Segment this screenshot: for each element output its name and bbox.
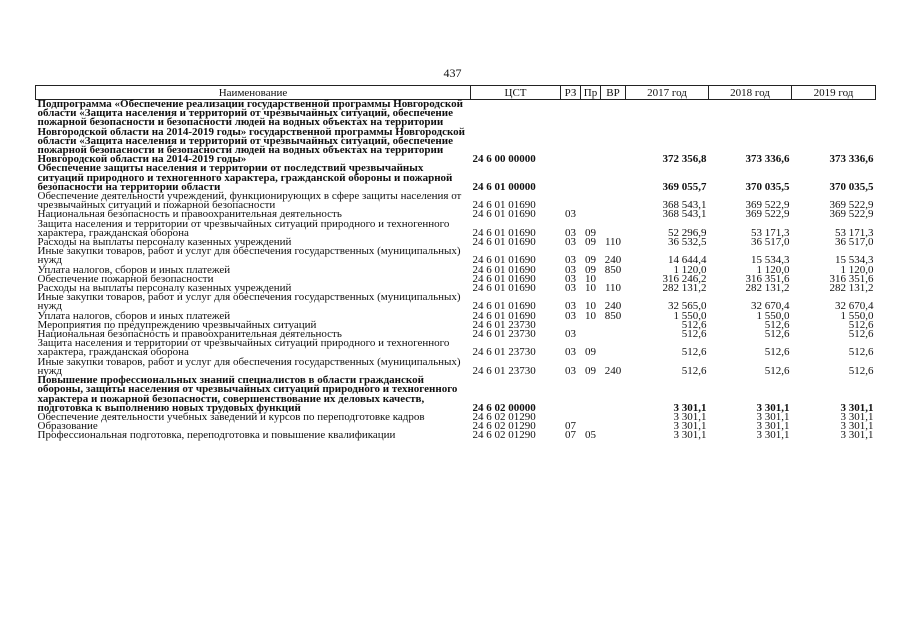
row-2017: 32 565,0	[668, 300, 707, 313]
row-rz	[561, 100, 581, 165]
row-2018: 36 517,0	[751, 236, 790, 249]
row-name: Обеспечение защиты населения и территории от последствий чрезвычайных ситуаций природного и техногенного характера, гражданской обороны и пожарной безопасности на территории области	[37, 162, 453, 193]
table-row	[36, 247, 876, 265]
header-2017: 2017 год	[626, 86, 709, 100]
row-name: Повышение профессиональных знаний специалистов в области гражданской обороны, защиты населения от чрезвычайных ситуаций природного и техногенного характера и пожарной безопасности, совершенствование их деловых качеств, подготовка к выполнению новых трудовых функций	[37, 374, 458, 414]
row-pr: 05	[585, 429, 596, 442]
row-name: Образование	[37, 420, 98, 433]
row-pr	[581, 192, 601, 210]
row-vr: 110	[604, 236, 622, 249]
row-cst: 24 6 01 01690	[472, 236, 536, 249]
row-2017: 3 301,1	[673, 420, 707, 433]
row-name: Обеспечение деятельности учебных заведений и курсов по переподготовке кадров	[37, 410, 425, 423]
header-2018: 2018 год	[709, 86, 792, 100]
row-name: Национальная безопасность и правоохранительная деятельность	[37, 208, 342, 221]
row-vr	[601, 376, 626, 413]
row-rz: 03	[565, 282, 576, 295]
header-pr: Пр	[581, 86, 601, 100]
row-name: Расходы на выплаты персоналу казенных учреждений	[37, 282, 292, 295]
row-name: Уплата налогов, сборов и иных платежей	[37, 309, 231, 322]
row-vr	[601, 330, 626, 339]
row-2018: 512,6	[764, 364, 790, 377]
row-2019: 53 171,3	[835, 226, 874, 239]
row-2018: 512,6	[764, 328, 790, 341]
table-row	[36, 293, 876, 311]
table-row	[36, 339, 876, 357]
row-rz: 03	[565, 226, 576, 239]
row-2018: 512,6	[764, 346, 790, 359]
table-row	[36, 413, 876, 422]
row-cst: 24 6 01 01690	[472, 300, 536, 313]
row-2017: 3 301,1	[673, 410, 707, 423]
row-2018: 369 522,9	[745, 199, 790, 212]
row-pr: 09	[585, 236, 596, 249]
row-2018: 3 301,1	[756, 429, 790, 442]
row-2019: 1 120,0	[840, 263, 874, 276]
page-number: 437	[443, 66, 462, 80]
row-2018: 15 534,3	[751, 254, 790, 267]
row-rz: 03	[565, 272, 576, 285]
row-2017: 3 301,1	[673, 429, 707, 442]
row-cst: 24 6 01 23730	[472, 318, 536, 331]
row-2017: 512,6	[681, 318, 707, 331]
row-pr: 09	[585, 263, 596, 276]
row-2018: 369 522,9	[745, 208, 790, 221]
row-rz: 03	[565, 254, 576, 267]
row-2019: 370 035,5	[829, 180, 874, 193]
row-cst: 24 6 01 01690	[472, 254, 536, 267]
row-rz: 03	[565, 300, 576, 313]
header-name: Наименование	[36, 86, 471, 100]
row-vr	[601, 210, 626, 219]
row-pr	[581, 376, 601, 413]
row-pr	[581, 413, 601, 422]
row-2019: 373 336,6	[829, 153, 874, 166]
row-name: Защита населения и территории от чрезвычайных ситуаций природного и техногенного характера, гражданская оборона	[37, 337, 450, 359]
row-pr	[581, 330, 601, 339]
row-name: Подпрограмма «Обеспечение реализации государственной программы Новгородской области «Защита населения и территорий от чрезвычайных ситуаций, обеспечение пожарной безопасности и безопасности людей на водных объектах на территории Новгородской области на 2014-2019 годы» государственной программы Новгородской области «Защита населения и территорий от чрезвычайных ситуаций, обеспечение пожарной безопасности и безопасности людей на водных объектах на территории Новгородской области на 2014-2019 годы»	[37, 98, 465, 166]
row-rz: 03	[565, 236, 576, 249]
row-2017: 52 296,9	[668, 226, 707, 239]
row-pr	[581, 210, 601, 219]
row-rz: 07	[565, 429, 576, 442]
row-2017: 512,6	[681, 328, 707, 341]
row-name: Иные закупки товаров, работ и услуг для обеспечения государственных (муниципальных) нужд	[37, 355, 461, 377]
row-rz: 03	[565, 346, 576, 359]
row-pr: 10	[585, 309, 596, 322]
row-2017: 512,6	[681, 364, 707, 377]
row-name: Национальная безопасность и правоохранительная деятельность	[37, 328, 342, 341]
budget-table	[35, 85, 876, 441]
row-pr: 09	[585, 226, 596, 239]
row-rz	[561, 164, 581, 192]
table-row	[36, 164, 876, 192]
row-2018: 3 301,1	[756, 401, 790, 414]
row-2018: 282 131,2	[745, 282, 790, 295]
row-cst: 24 6 01 23730	[472, 346, 536, 359]
row-cst: 24 6 02 01290	[472, 410, 536, 423]
row-cst: 24 6 01 23730	[472, 328, 536, 341]
row-vr	[601, 100, 626, 165]
row-2019: 316 351,6	[829, 272, 874, 285]
row-vr	[601, 422, 626, 431]
row-cst: 24 6 01 01690	[472, 263, 536, 276]
table-row	[36, 100, 876, 165]
row-name: Иные закупки товаров, работ и услуг для обеспечения государственных (муниципальных) нужд	[37, 291, 461, 313]
table-row	[36, 431, 876, 440]
row-2019: 3 301,1	[840, 401, 874, 414]
row-2019: 512,6	[848, 328, 874, 341]
row-2017: 36 532,5	[668, 236, 707, 249]
row-rz: 03	[565, 328, 576, 341]
row-vr	[601, 321, 626, 330]
row-2017: 369 055,7	[662, 180, 707, 193]
row-cst: 24 6 01 01690	[472, 282, 536, 295]
row-vr: 850	[604, 263, 622, 276]
row-pr: 09	[585, 364, 596, 377]
row-rz: 03	[565, 309, 576, 322]
row-name: Профессиональная подготовка, переподготовка и повышение квалификации	[37, 429, 396, 442]
row-2018: 316 351,6	[745, 272, 790, 285]
row-rz: 03	[565, 263, 576, 276]
row-vr: 850	[604, 309, 622, 322]
row-pr: 09	[585, 254, 596, 267]
row-rz: 07	[565, 420, 576, 433]
row-vr	[601, 164, 626, 192]
row-vr: 110	[604, 282, 622, 295]
row-2019: 3 301,1	[840, 410, 874, 423]
row-2019: 282 131,2	[829, 282, 874, 295]
row-pr: 09	[585, 346, 596, 359]
row-vr: 240	[604, 254, 622, 267]
row-cst: 24 6 02 01290	[472, 429, 536, 442]
row-cst: 24 6 01 01690	[472, 226, 536, 239]
row-rz	[561, 376, 581, 413]
row-vr	[601, 431, 626, 440]
row-pr: 10	[585, 300, 596, 313]
row-2019: 512,6	[848, 364, 874, 377]
row-2017: 3 301,1	[673, 401, 707, 414]
table-body	[36, 100, 876, 441]
row-name: Мероприятия по предупреждению чрезвычайных ситуаций	[37, 318, 317, 331]
row-2019: 32 670,4	[835, 300, 874, 313]
row-rz: 03	[565, 208, 576, 221]
row-pr: 10	[585, 272, 596, 285]
row-2018: 373 336,6	[745, 153, 790, 166]
row-2019: 3 301,1	[840, 420, 874, 433]
row-name: Расходы на выплаты персоналу казенных учреждений	[37, 236, 292, 249]
row-rz: 03	[565, 364, 576, 377]
row-2018: 370 035,5	[745, 180, 790, 193]
row-2017: 512,6	[681, 346, 707, 359]
row-cst: 24 6 01 00000	[472, 180, 536, 193]
row-2018: 32 670,4	[751, 300, 790, 313]
row-cst: 24 6 01 23730	[472, 364, 536, 377]
row-2019: 36 517,0	[835, 236, 874, 249]
header-vr: ВР	[601, 86, 626, 100]
row-2018: 512,6	[764, 318, 790, 331]
row-2017: 1 120,0	[673, 263, 707, 276]
row-name: Защита населения и территории от чрезвычайных ситуаций природного и техногенного характера, гражданская оборона	[37, 217, 450, 239]
row-2019: 512,6	[848, 318, 874, 331]
row-cst: 24 6 02 00000	[472, 401, 536, 414]
row-2017: 1 550,0	[673, 309, 707, 322]
row-2019: 15 534,3	[835, 254, 874, 267]
row-2017: 372 356,8	[662, 153, 707, 166]
row-cst: 24 6 00 00000	[472, 153, 536, 166]
row-2019: 369 522,9	[829, 208, 874, 221]
row-2019: 3 301,1	[840, 429, 874, 442]
row-vr	[601, 339, 626, 357]
row-2017: 368 543,1	[662, 199, 707, 212]
row-pr	[581, 321, 601, 330]
row-cst: 24 6 02 01290	[472, 420, 536, 433]
header-cst: ЦСТ	[471, 86, 561, 100]
row-cst: 24 6 01 01690	[472, 309, 536, 322]
row-2019: 369 522,9	[829, 199, 874, 212]
row-2019: 1 550,0	[840, 309, 874, 322]
row-2018: 1 120,0	[756, 263, 790, 276]
row-cst: 24 6 01 01690	[472, 199, 536, 212]
row-vr: 240	[604, 364, 622, 377]
header-rz: РЗ	[561, 86, 581, 100]
row-pr	[581, 100, 601, 165]
row-2018: 3 301,1	[756, 410, 790, 423]
row-pr: 10	[585, 282, 596, 295]
row-2019: 512,6	[848, 346, 874, 359]
row-2017: 316 246,2	[662, 272, 707, 285]
row-cst: 24 6 01 01690	[472, 208, 536, 221]
row-cst: 24 6 01 01690	[472, 272, 536, 285]
row-2017: 14 644,4	[668, 254, 707, 267]
row-name: Иные закупки товаров, работ и услуг для обеспечения государственных (муниципальных) нужд	[37, 245, 461, 267]
row-2017: 368 543,1	[662, 208, 707, 221]
row-vr	[601, 192, 626, 210]
row-2017: 282 131,2	[662, 282, 707, 295]
row-2018: 53 171,3	[751, 226, 790, 239]
row-name: Обеспечение деятельности учреждений, функционирующих в сфере защиты населения от чрезвычайных ситуаций и пожарной безопасности	[37, 190, 462, 212]
table-row	[36, 376, 876, 413]
row-2018: 3 301,1	[756, 420, 790, 433]
row-2018: 1 550,0	[756, 309, 790, 322]
row-name: Обеспечение пожарной безопасности	[37, 272, 214, 285]
row-name: Уплата налогов, сборов и иных платежей	[37, 263, 231, 276]
header-2019: 2019 год	[792, 86, 876, 100]
row-vr: 240	[604, 300, 622, 313]
row-pr	[581, 164, 601, 192]
row-vr	[601, 413, 626, 422]
